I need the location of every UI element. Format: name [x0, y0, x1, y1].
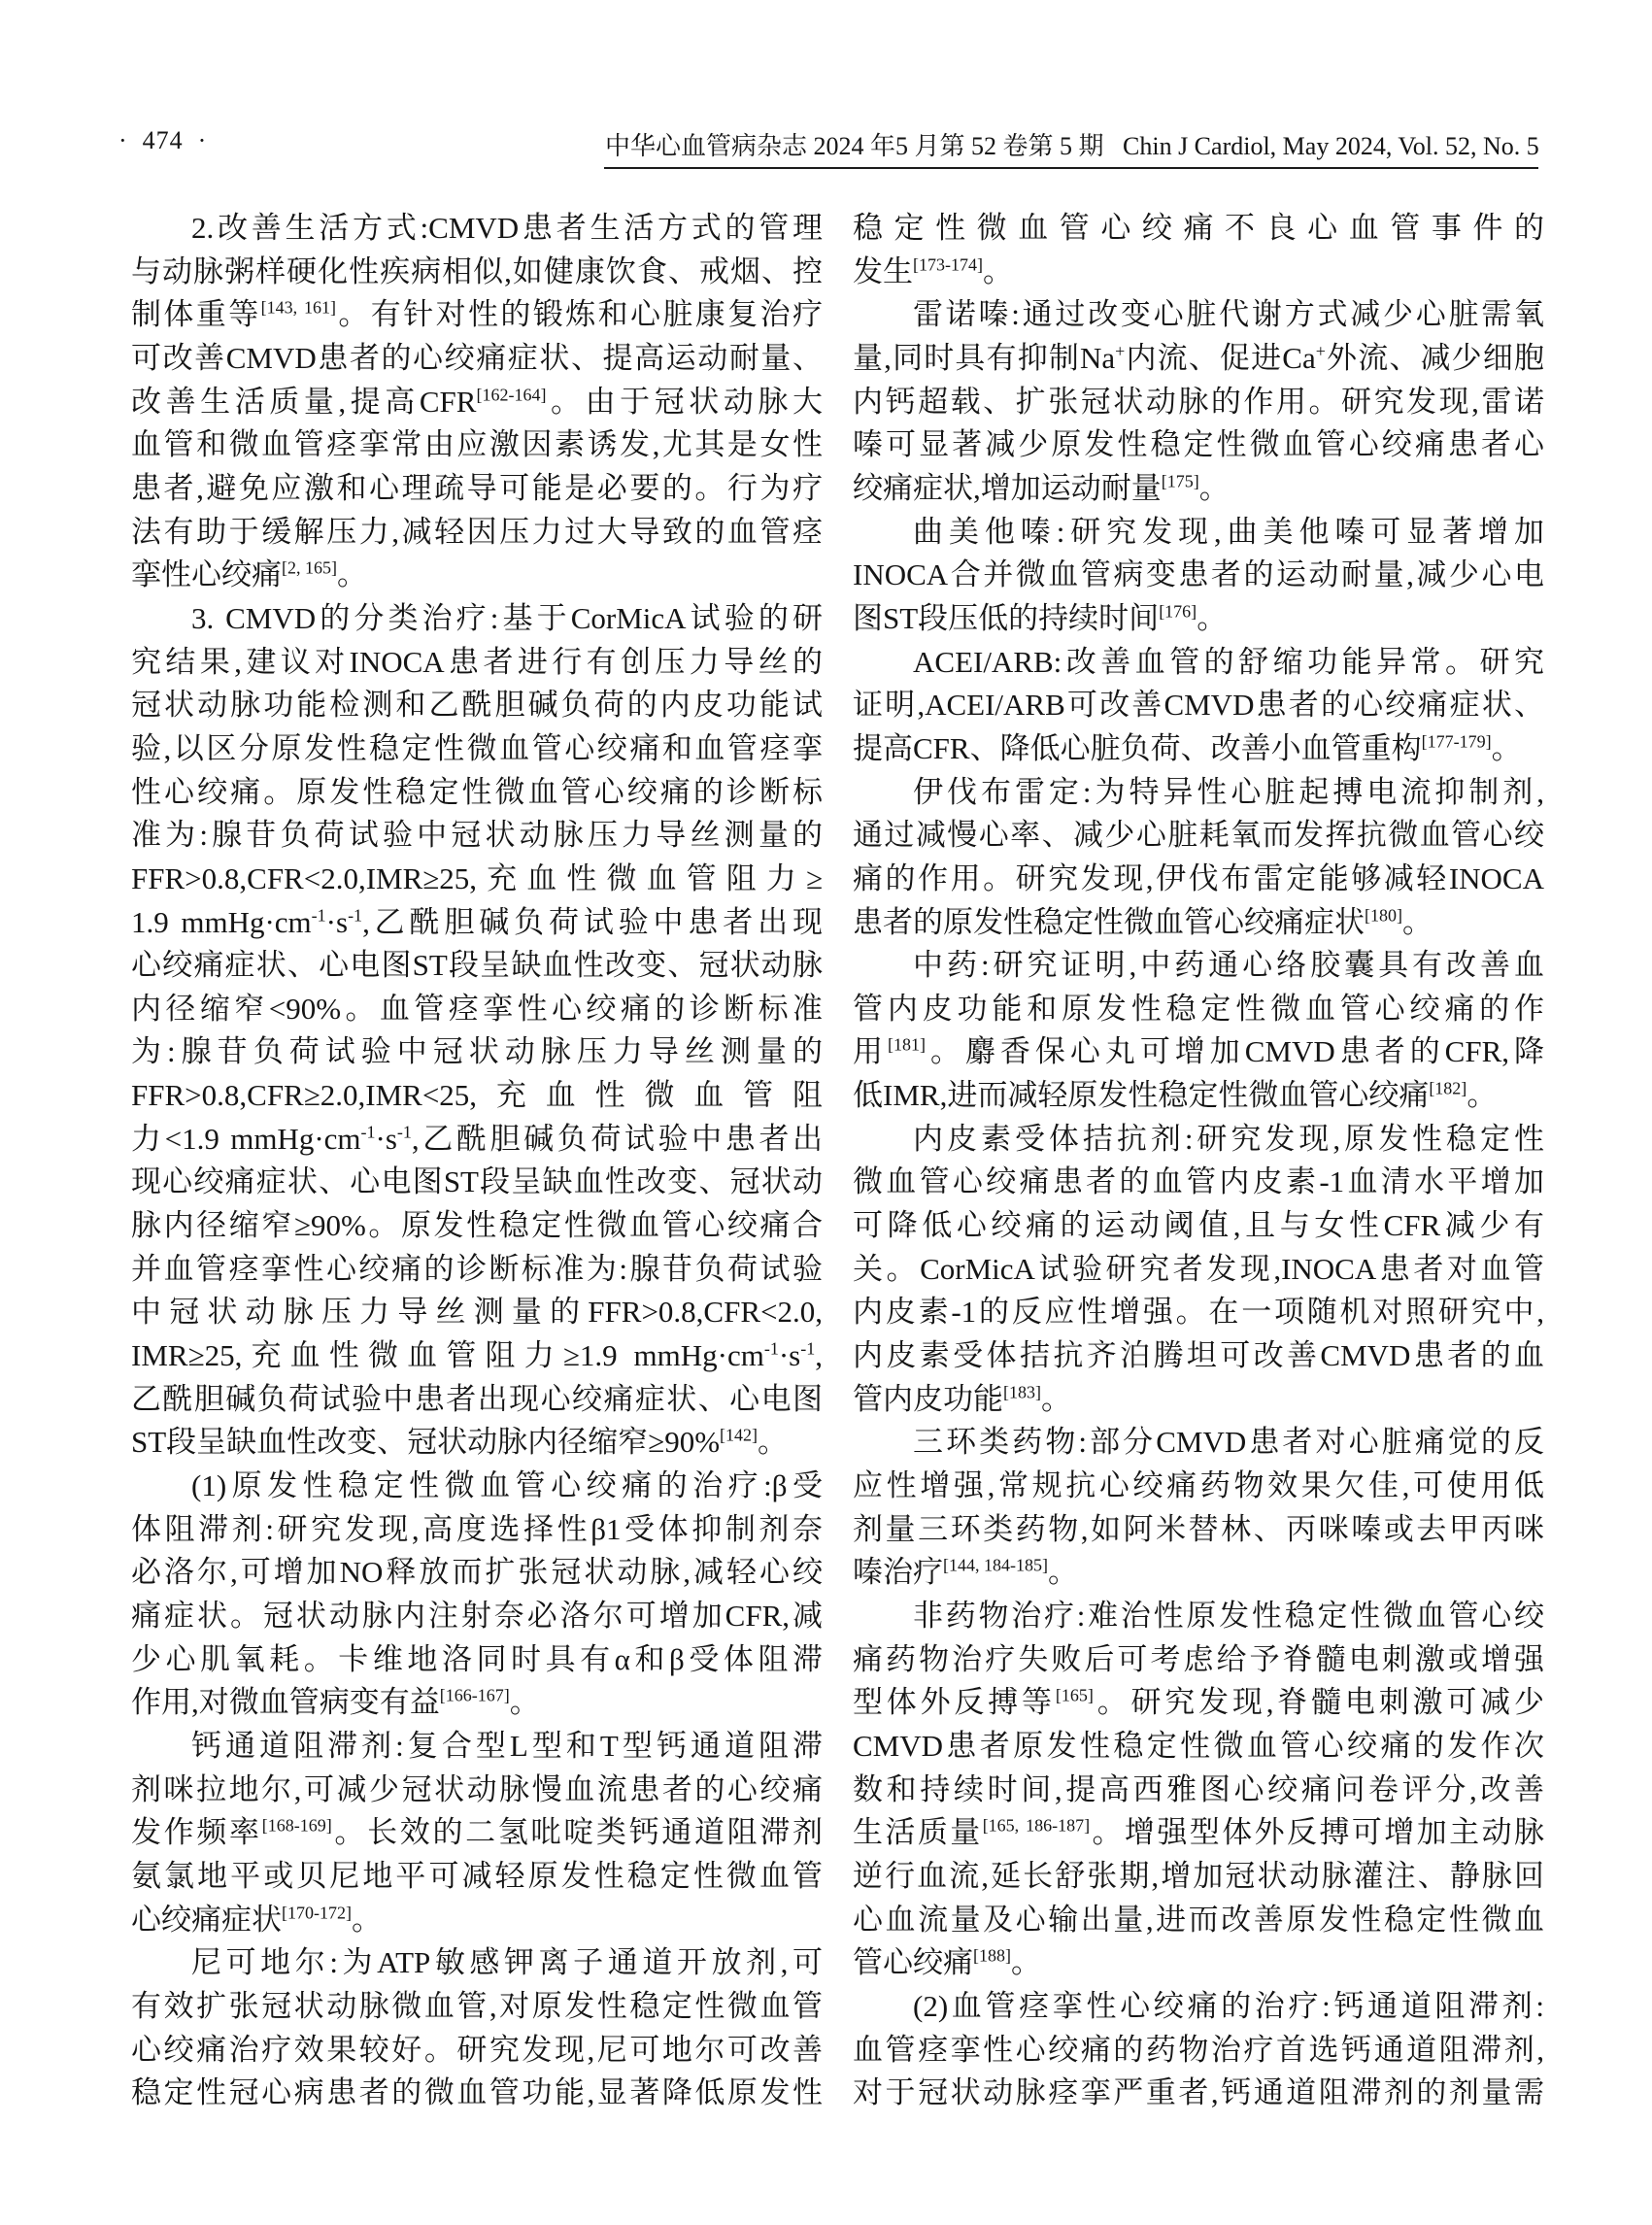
- text-line: 性心绞痛。原发性稳定性微血管心绞痛的诊断标: [131, 774, 823, 809]
- text-line: 内径缩窄<90%。血管痉挛性心绞痛的诊断标准: [131, 991, 823, 1026]
- text-line: INOCA合并微血管病变患者的运动耐量,减少心电: [853, 557, 1544, 592]
- text-line: 尼可地尔:为ATP敏感钾离子通道开放剂,可: [191, 1945, 823, 1980]
- text-line: 力<1.9 $mmHg\cdot cm^{-1}\cdot s^{-1}$,乙酰胆碱负荷试验中患者出: [131, 1121, 823, 1156]
- text-line: 剂量三环类药物,如阿米替林、丙咪嗪或去甲丙咪: [853, 1511, 1544, 1546]
- left-column: [131, 207, 823, 2115]
- right-column: [853, 207, 1544, 2115]
- text-line: 数和持续时间,提高西雅图心绞痛问卷评分,改善: [853, 1771, 1544, 1806]
- header-rule: [604, 167, 1538, 169]
- text-line: 与动脉粥样硬化性疾病相似,如健康饮食、戒烟、控: [131, 253, 823, 288]
- text-line: 稳定性冠心病患者的微血管功能,显著降低原发性: [131, 2075, 823, 2110]
- text-line: 心绞痛治疗效果较好。研究发现,尼可地尔可改善: [131, 2032, 823, 2067]
- text-line: 内皮素受体拮抗剂:研究发现,原发性稳定性: [913, 1121, 1544, 1156]
- text-line: 关。CorMicA试验研究者发现,INOCA患者对血管: [853, 1251, 1544, 1286]
- text-line: 血管痉挛性心绞痛的药物治疗首选钙通道阻滞剂,: [853, 2032, 1544, 2067]
- text-line: 可改善CMVD患者的心绞痛症状、提高运动耐量、: [131, 340, 823, 375]
- text-line: 1.9 $mmHg\cdot cm^{-1}\cdot s^{-1}$,乙酰胆碱负荷试验中患者出现: [131, 904, 823, 939]
- text-line: 心血流量及心输出量,进而改善原发性稳定性微血: [853, 1902, 1544, 1937]
- text-line: (1)原发性稳定性微血管心绞痛的治疗:β受: [191, 1468, 823, 1503]
- text-line: 提高CFR、降低心脏负荷、改善小血管重构[177-179]。: [853, 730, 1522, 765]
- text-line: 患者,避免应激和心理疏导可能是必要的。行为疗: [131, 470, 823, 505]
- text-line: 必洛尔,可增加NO释放而扩张冠状动脉,减轻心绞: [131, 1555, 823, 1590]
- text-line: 作用,对微血管病变有益[166-167]。: [131, 1685, 540, 1720]
- text-line: 绞痛症状,增加运动耐量[175]。: [853, 470, 1230, 505]
- text-line: 微血管心绞痛患者的血管内皮素-1血清水平增加: [853, 1164, 1544, 1199]
- text-line: 血管和微血管痉挛常由应激因素诱发,尤其是女性: [131, 427, 823, 462]
- text-line: 生活质量[165, 186-187]。增强型体外反搏可增加主动脉: [853, 1815, 1544, 1850]
- text-line: 通过减慢心率、减少心脏耗氧而发挥抗微血管心绞: [853, 818, 1544, 853]
- text-line: 冠状动脉功能检测和乙酰胆碱负荷的内皮功能试: [131, 688, 823, 723]
- text-line: 制体重等[143, 161]。有针对性的锻炼和心脏康复治疗: [131, 297, 823, 332]
- page-header: [0, 126, 1652, 165]
- text-line: 准为:腺苷负荷试验中冠状动脉压力导丝测量的: [131, 818, 823, 853]
- text-line: 证明,ACEI/ARB可改善CMVD患者的心绞痛症状、: [853, 688, 1544, 723]
- text-line: 嗪治疗[144, 184-185]。: [853, 1555, 1078, 1590]
- text-line: 验,以区分原发性稳定性微血管心绞痛和血管痉挛: [131, 730, 823, 765]
- text-line: 管内皮功能[183]。: [853, 1381, 1071, 1416]
- text-line: 雷诺嗪:通过改变心脏代谢方式减少心脏需氧: [913, 297, 1544, 332]
- journal-title: 中华心血管病杂志 2024 年5 月第 52 卷第 5 期 Chin J Cardiol, May 2024, Vol. 52, No. 5: [605, 132, 1539, 160]
- text-line: 患者的原发性稳定性微血管心绞痛症状[180]。: [853, 904, 1433, 939]
- text-line: 法有助于缓解压力,减轻因压力过大导致的血管痉: [131, 514, 823, 549]
- text-line: IMR≥25,充血性微血管阻力≥1.9 $mmHg\cdot cm^{-1}\cdot s^{-1}$,: [131, 1338, 823, 1373]
- text-line: 逆行血流,延长舒张期,增加冠状动脉灌注、静脉回: [853, 1858, 1544, 1893]
- text-line: 内皮素受体拮抗齐泊腾坦可改善CMVD患者的血: [853, 1338, 1544, 1373]
- text-line: 型体外反搏等[165]。研究发现,脊髓电刺激可减少: [853, 1685, 1544, 1720]
- text-line: 脉内径缩窄≥90%。原发性稳定性微血管心绞痛合: [131, 1208, 823, 1243]
- text-line: ACEI/ARB:改善血管的舒缩功能异常。研究: [913, 644, 1544, 679]
- text-line: 现心绞痛症状、心电图ST段呈缺血性改变、冠状动: [131, 1164, 823, 1199]
- text-line: 嗪可显著减少原发性稳定性微血管心绞痛患者心: [853, 427, 1544, 462]
- text-line: 内皮素-1的反应性增强。在一项随机对照研究中,: [853, 1295, 1544, 1330]
- text-line: 挛性心绞痛[2, 165]。: [131, 557, 367, 592]
- text-line: 3. CMVD的分类治疗:基于CorMicA试验的研: [191, 600, 823, 635]
- text-line: 痛的作用。研究发现,伊伐布雷定能够减轻INOCA: [853, 860, 1544, 895]
- text-line: 改善生活质量,提高CFR[162-164]。由于冠状动脉大: [131, 384, 824, 419]
- text-line: 对于冠状动脉痉挛严重者,钙通道阻滞剂的剂量需: [853, 2075, 1544, 2110]
- text-line: 量,同时具有抑制Na+内流、促进Ca+外流、减少细胞: [853, 340, 1545, 375]
- text-line: 少心肌氧耗。卡维地洛同时具有α和β受体阻滞: [131, 1641, 823, 1676]
- text-line: 伊伐布雷定:为特异性心脏起搏电流抑制剂,: [913, 774, 1544, 809]
- text-line: 非药物治疗:难治性原发性稳定性微血管心绞: [913, 1599, 1544, 1633]
- text-line: 有效扩张冠状动脉微血管,对原发性稳定性微血管: [131, 1988, 823, 2023]
- text-line: 痛症状。冠状动脉内注射奈必洛尔可增加CFR,减: [131, 1599, 823, 1633]
- text-line: ST段呈缺血性改变、冠状动脉内径缩窄≥90%[142]。: [131, 1425, 789, 1460]
- text-line: 三环类药物:部分CMVD患者对心脏痛觉的反: [913, 1425, 1544, 1460]
- text-line: 应性增强,常规抗心绞痛药物效果欠佳,可使用低: [853, 1468, 1544, 1503]
- text-line: 2.改善生活方式:CMVD患者生活方式的管理: [191, 211, 823, 245]
- text-line: 体阻滞剂:研究发现,高度选择性β1受体抑制剂奈: [131, 1511, 823, 1546]
- text-line: 曲美他嗪:研究发现,曲美他嗪可显著增加: [913, 514, 1544, 549]
- text-line: 究结果,建议对INOCA患者进行有创压力导丝的: [131, 644, 823, 679]
- text-line: FFR>0.8,CFR≥2.0,IMR<25,充血性微血管阻: [131, 1078, 823, 1113]
- text-line: 低IMR,进而减轻原发性稳定性微血管心绞痛[182]。: [853, 1078, 1498, 1113]
- text-line: 中冠状动脉压力导丝测量的FFR>0.8,CFR<2.0,: [131, 1295, 823, 1330]
- text-line: 痛药物治疗失败后可考虑给予脊髓电刺激或增强: [853, 1641, 1544, 1676]
- text-line: 乙酰胆碱负荷试验中患者出现心绞痛症状、心电图: [131, 1381, 823, 1416]
- text-line: 钙通道阻滞剂:复合型L型和T型钙通道阻滞: [191, 1728, 823, 1763]
- text-line: 发生[173-174]。: [853, 253, 1013, 288]
- text-line: 心绞痛症状、心电图ST段呈缺血性改变、冠状动脉: [131, 948, 823, 983]
- text-line: 为:腺苷负荷试验中冠状动脉压力导丝测量的: [131, 1034, 823, 1069]
- text-line: 氨氯地平或贝尼地平可减轻原发性稳定性微血管: [131, 1858, 823, 1893]
- text-line: FFR>0.8,CFR<2.0,IMR≥25,充血性微血管阻力≥: [131, 860, 823, 895]
- text-line: 可降低心绞痛的运动阈值,且与女性CFR减少有: [853, 1208, 1544, 1243]
- text-line: CMVD患者原发性稳定性微血管心绞痛的发作次: [853, 1728, 1544, 1763]
- page-number: · 474 ·: [118, 126, 208, 154]
- text-line: 管心绞痛[188]。: [853, 1945, 1041, 1980]
- text-line: 并血管痉挛性心绞痛的诊断标准为:腺苷负荷试验: [131, 1251, 823, 1286]
- text-line: (2)血管痉挛性心绞痛的治疗:钙通道阻滞剂:: [913, 1988, 1544, 2023]
- text-line: 心绞痛症状[170-172]。: [131, 1902, 382, 1937]
- text-line: 剂咪拉地尔,可减少冠状动脉慢血流患者的心绞痛: [131, 1771, 823, 1806]
- text-line: 稳定性微血管心绞痛不良心血管事件的: [853, 211, 1544, 245]
- text-line: 发作频率[168-169]。长效的二氢吡啶类钙通道阻滞剂: [131, 1815, 824, 1850]
- text-line: 用[181]。麝香保心丸可增加CMVD患者的CFR,降: [853, 1034, 1545, 1069]
- text-line: 内钙超载、扩张冠状动脉的作用。研究发现,雷诺: [853, 384, 1544, 419]
- text-line: 管内皮功能和原发性稳定性微血管心绞痛的作: [853, 991, 1544, 1026]
- text-line: 中药:研究证明,中药通心络胶囊具有改善血: [913, 948, 1544, 983]
- text-line: 图ST段压低的持续时间[176]。: [853, 600, 1228, 635]
- article-body: [131, 207, 1544, 2115]
